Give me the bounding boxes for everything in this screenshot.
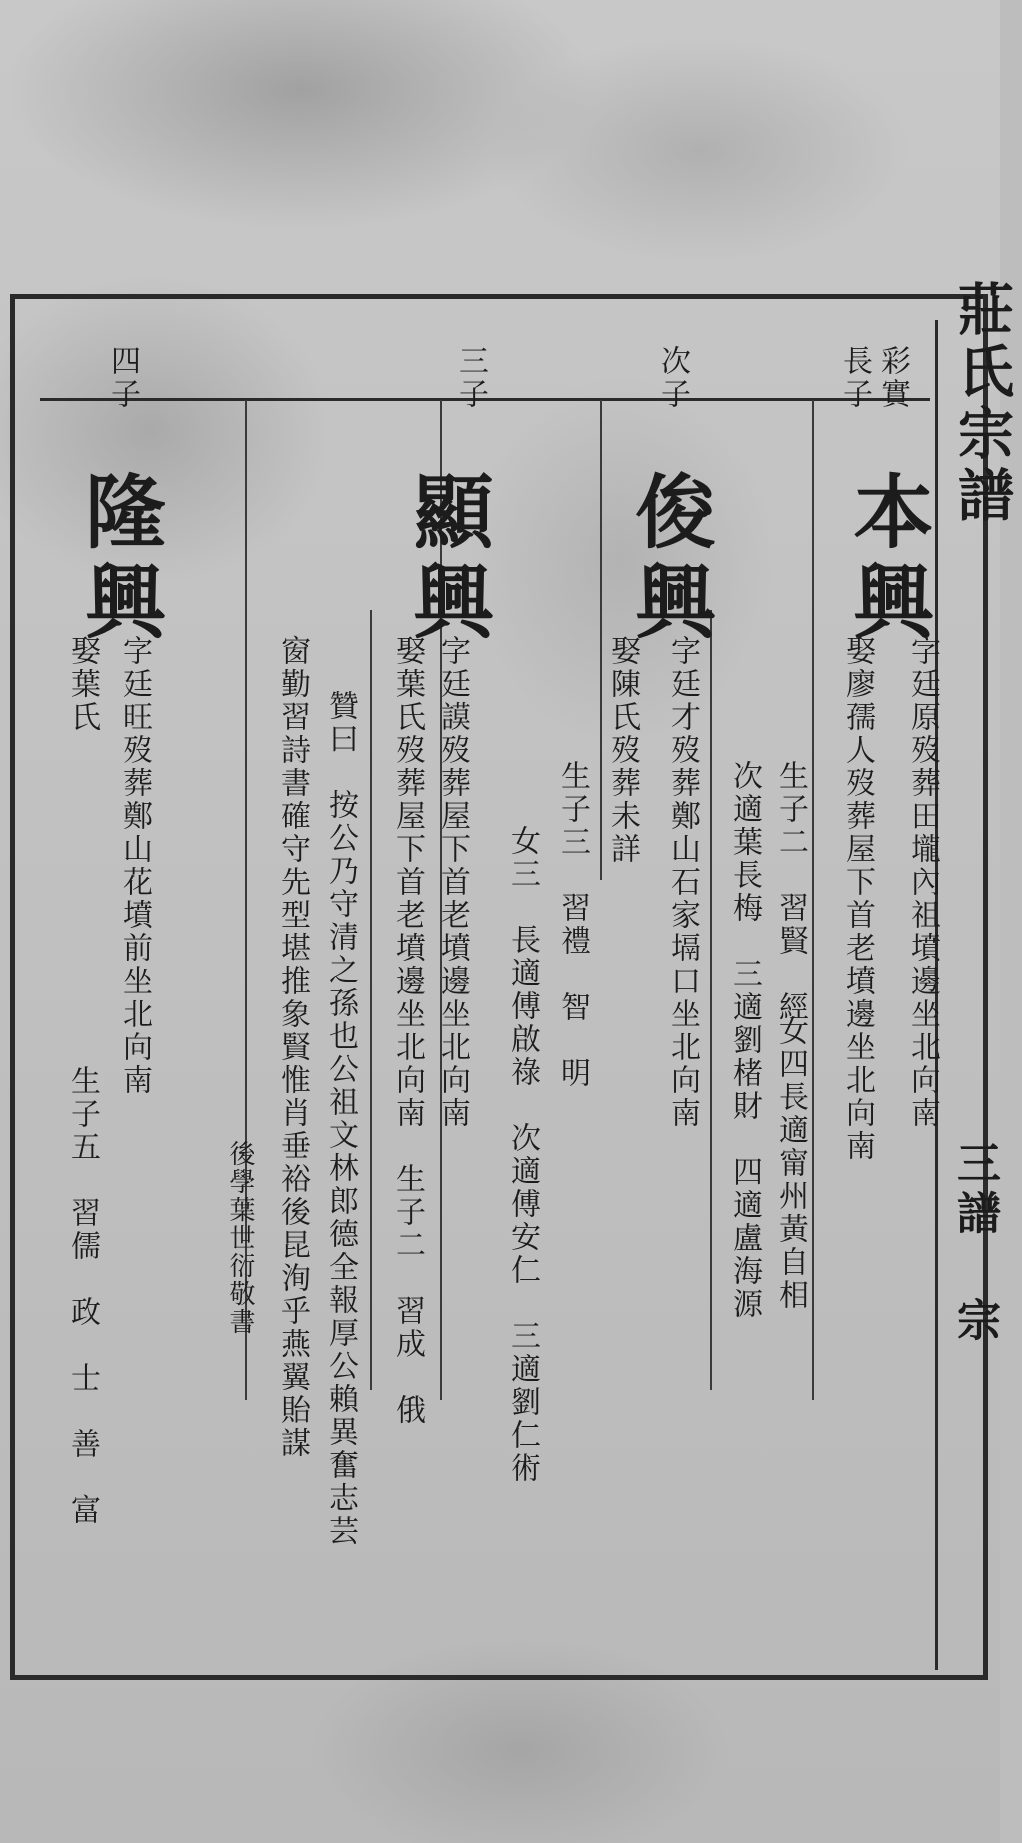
entry4-position: 四子 [105,345,140,411]
entry1-position: 長子 [837,345,872,411]
entry1-children: 生子二 習賢 經 [773,760,808,1024]
entry2-line2: 娶陳氏歿葬未詳 [605,635,640,866]
entry4-children: 生子五 習儒 政 士 善 富 [65,1065,100,1527]
entry3-name: 顯興 [400,470,494,650]
entry1-daughters-rest: 次適葉長梅 三適劉楮財 四適盧海源 [727,760,762,1321]
column-divider [370,610,372,1390]
entry3-eulogy1: 贊曰 按公乃守清之孫也公祖文林郎德全報厚公賴異奮志芸 [323,690,358,1548]
entry1-name: 本興 [840,470,934,650]
entry3-signature: 後學葉世衍敬書 [225,1140,255,1336]
entry2-position: 次子 [655,345,690,411]
entry2-line1: 字廷才歿葬鄭山石家塥口坐北向南 [665,635,700,1130]
entry4-line2: 娶葉氏 [65,635,100,734]
column-divider [710,610,712,1390]
entry4-name: 隆興 [72,470,166,650]
entry2-daughters: 女三 長適傅啟祿 次適傅安仁 三適劉仁術 [505,825,540,1485]
entry3-position: 三子 [453,345,488,411]
entry3-line2: 娶葉氏歿葬屋下首老墳邊坐北向南 生子二 習成 俄 [390,635,425,1427]
entry3-line1: 字廷謨歿葬屋下首老墳邊坐北向南 [435,635,470,1130]
entry2-children: 生子三 習禮 智 明 [555,760,590,1090]
entry1-line1: 字廷原歿葬田壠內祖墳邊坐北向南 [905,635,940,1130]
section-label: 三譜 宗 [949,1140,1000,1347]
entry1-line2: 娶廖孺人歿葬屋下首老墳邊坐北向南 [840,635,875,1163]
entry1-note: 彩實 [875,345,910,411]
entry4-line1: 字廷旺歿葬鄭山花墳前坐北向南 [117,635,152,1097]
entry2-name: 俊興 [622,470,716,650]
column-divider [812,400,814,1400]
entry1-daughters-head: 女四長適甯州黃自相 [773,1015,808,1312]
book-title: 莊氏宗譜 [949,280,1015,528]
entry3-eulogy2: 窗勤習詩書確守先型堪推象賢惟肖垂裕後昆洵乎燕翼貽謀 [275,635,310,1460]
